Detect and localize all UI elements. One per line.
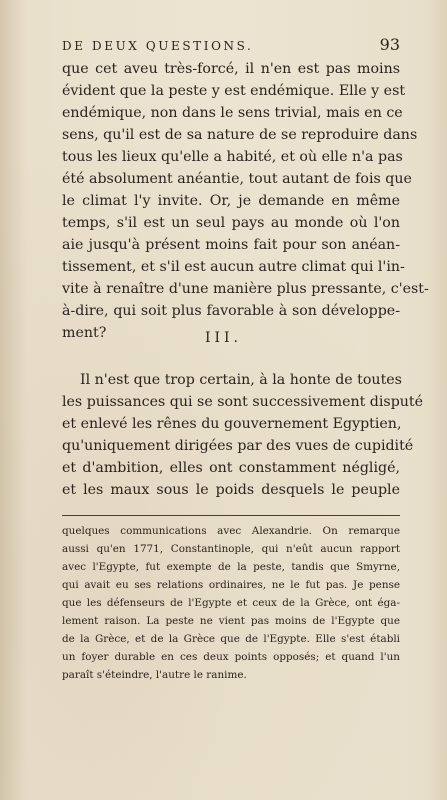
footnote-line: de la Grèce, et de la Grèce que de l'Egypte. Elle s'est établi xyxy=(62,633,400,645)
body-line: tissement, et s'il est aucun autre climat qui l'in- xyxy=(62,259,405,275)
footnote-line: que les défenseurs de l'Egypte et ceux de la Grèce, ont éga- xyxy=(62,597,400,609)
footnote-rule xyxy=(62,515,400,516)
body-line: sens, qu'il est de sa nature de se reproduire dans xyxy=(62,127,418,143)
footnote-line: qui avait eu ses relations ordinaires, ne le fut pas. Je pense xyxy=(62,579,400,591)
running-title: DE DEUX QUESTIONS. xyxy=(62,39,254,53)
body-line: été absolument anéantie, tout autant de fois que xyxy=(62,171,412,187)
section-line: et les maux sous le poids desquels le peuple xyxy=(62,482,400,498)
body-line: aie jusqu'à présent moins fait pour son anéan- xyxy=(62,237,400,253)
footnote-line: aussi qu'en 1771, Constantinople, qui n'eût aucun rapport xyxy=(62,543,400,555)
section-line: et enlevé les rênes du gouvernement Egyptien, xyxy=(62,416,402,432)
section-line: qu'uniquement dirigées par des vues de cupidité xyxy=(62,438,414,454)
body-line: temps, s'il est un seul pays au monde où l'on xyxy=(62,215,400,231)
footnote-line: lement raison. La peste ne vient pas moins de l'Egypte que xyxy=(62,615,400,627)
section-line: et d'ambition, elles ont constamment négligé, xyxy=(62,460,400,476)
footnote-line: avec l'Egypte, fut exempte de la peste, tandis que Smyrne, xyxy=(62,561,400,573)
body-line: endémique, non dans le sens trivial, mais en ce xyxy=(62,105,403,121)
footnote-line: un foyer durable en ces deux points opposés; et quand l'un xyxy=(62,651,400,663)
body-line: ment? xyxy=(62,325,107,341)
running-header xyxy=(62,37,400,57)
body-line: le climat l'y invite. Or, je demande en même xyxy=(62,193,400,209)
body-line: que cet aveu très-forcé, il n'en est pas moins xyxy=(62,61,400,77)
footnote-line: quelques communications avec Alexandrie. On remarque xyxy=(62,525,400,537)
section-heading: III. xyxy=(204,330,243,346)
section-line: les puissances qui se sont successivement disputé xyxy=(62,394,424,410)
body-line: tous les lieux qu'elle a habité, et où elle n'a pas xyxy=(62,149,403,165)
page-number: 93 xyxy=(379,35,400,54)
body-line: à-dire, qui soit plus favorable à son développe- xyxy=(62,303,400,319)
footnote-line: paraît s'éteindre, l'autre le ranime. xyxy=(62,669,247,681)
body-line: vite à renaître d'une manière plus pressante, c'est- xyxy=(62,281,429,297)
section-line: Il n'est que trop certain, à la honte de toutes xyxy=(80,372,402,388)
body-line: évident que la peste y est endémique. Elle y est xyxy=(62,83,406,99)
